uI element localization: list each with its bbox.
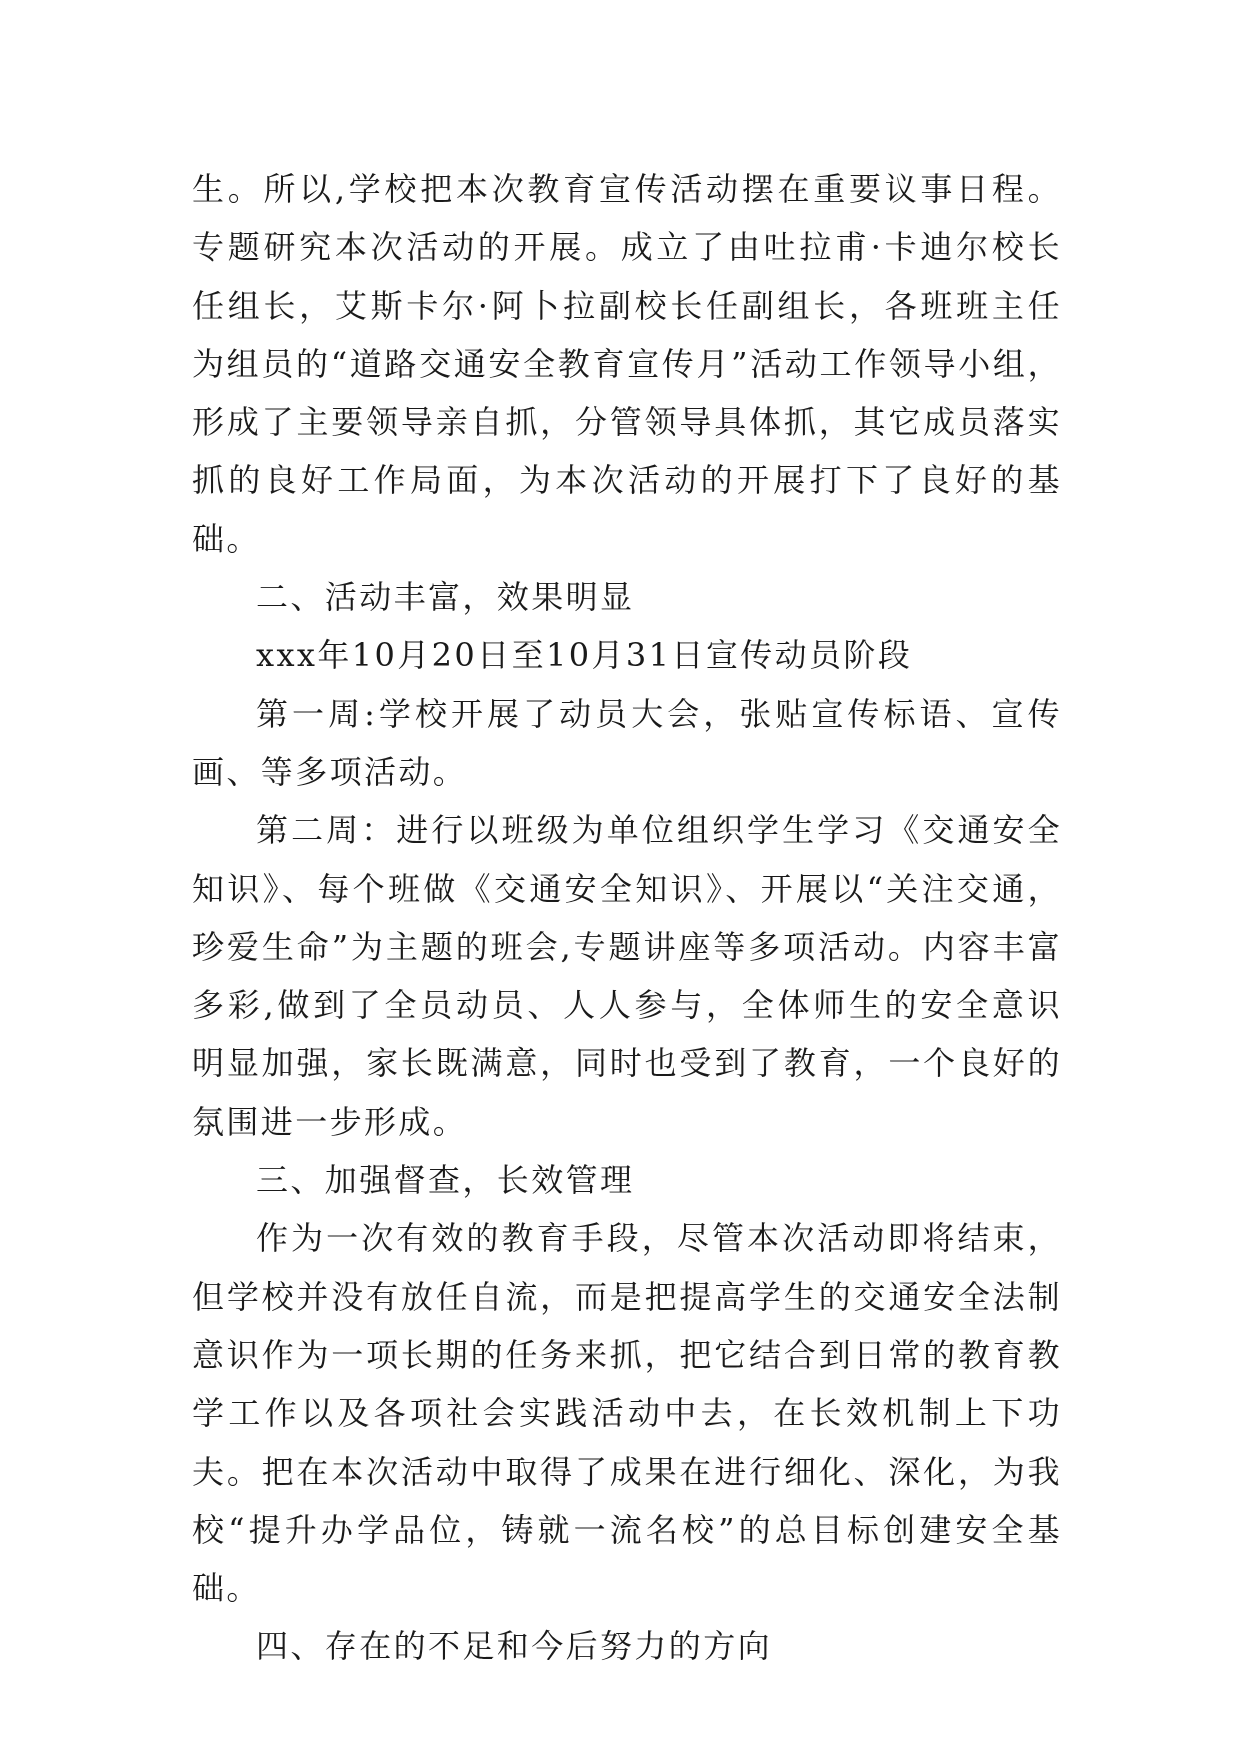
paragraph-week-two: 第二周：进行以班级为单位组织学生学习《交通安全知识》、每个班做《交通安全知识》、开展以“关注交通，珍爱生命”为主题的班会,专题讲座等多项活动。内容丰富多彩,做到了全员动员、人人参与，全体师生的安全意识明显加强，家长既满意，同时也受到了教育，一个良好的氛围进一步形成。 (192, 811, 1062, 1141)
section-heading-activities: 二、活动丰富，效果明显 (256, 578, 635, 617)
section-heading-shortcomings: 四、存在的不足和今后努力的方向 (256, 1627, 773, 1666)
paragraph-intro-continuation: 生。所以,学校把本次教育宣传活动摆在重要议事日程。专题研究本次活动的开展。成立了由吐拉甫·卡迪尔校长任组长，艾斯卡尔·阿卜拉副校长任副组长，各班班主任为组员的“道路交通安全教育宣传月”活动工作领导小组，形成了主要领导亲自抓，分管领导具体抓，其它成员落实抓的良好工作局面，为本次活动的开展打下了良好的基础。 (192, 170, 1062, 558)
paragraph-week-one: 第一周:学校开展了动员大会，张贴宣传标语、宣传画、等多项活动。 (192, 694, 1062, 791)
section-heading-supervision: 三、加强督查，长效管理 (256, 1161, 635, 1200)
document-body (192, 160, 1062, 1676)
paragraph-stage-dates: xxx年10月20日至10月31日宣传动员阶段 (256, 636, 913, 675)
paragraph-long-term-management: 作为一次有效的教育手段，尽管本次活动即将结束，但学校并没有放任自流，而是把提高学生的交通安全法制意识作为一项长期的任务来抓，把它结合到日常的教育教学工作以及各项社会实践活动中去，在长效机制上下功夫。把在本次活动中取得了成果在进行细化、深化，为我校“提升办学品位，铸就一流名校”的总目标创建安全基础。 (192, 1219, 1062, 1608)
